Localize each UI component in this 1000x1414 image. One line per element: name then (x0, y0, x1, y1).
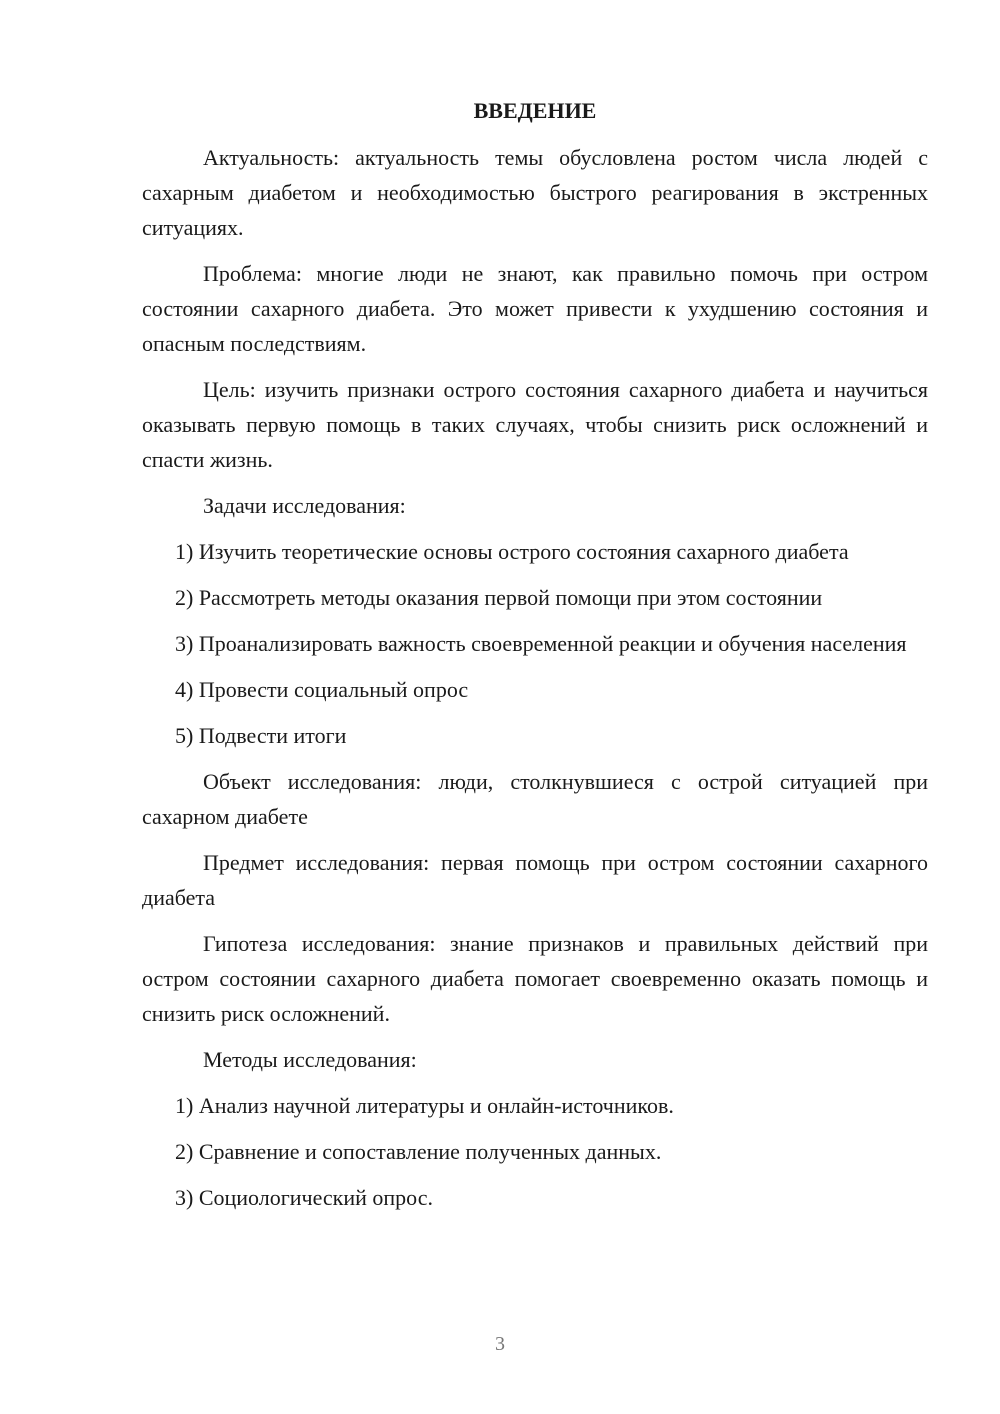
tasks-heading: Задачи исследования: (203, 493, 406, 518)
methods-heading: Методы исследования: (203, 1047, 417, 1072)
research-object-paragraph: Объект исследования: люди, столкнувшиеся с острой ситуацией при сахарном диабете (142, 769, 928, 829)
task-item: 2) Рассмотреть методы оказания первой помощи при этом состоянии (175, 585, 823, 610)
task-item: 1) Изучить теоретические основы острого состояния сахарного диабета (175, 539, 849, 564)
page-number: 3 (495, 1333, 505, 1355)
task-item: 5) Подвести итоги (175, 723, 347, 748)
task-item: 4) Провести социальный опрос (175, 677, 469, 702)
hypothesis-paragraph: Гипотеза исследования: знание признаков и правильных действий при остром состоянии сахарного диабета помогает своевременно оказать помощь и снизить риск осложнений. (142, 931, 928, 1026)
relevance-paragraph: Актуальность: актуальность темы обусловлена ростом числа людей с сахарным диабетом и необходимостью быстрого реагирования в экстренных ситуациях. (142, 145, 928, 240)
section-title: ВВЕДЕНИЕ (473, 98, 597, 123)
method-item: 3) Социологический опрос. (175, 1185, 433, 1210)
task-item: 3) Проанализировать важность своевременной реакции и обучения населения (175, 631, 907, 656)
research-subject-paragraph: Предмет исследования: первая помощь при остром состоянии сахарного диабета (142, 850, 928, 910)
problem-paragraph: Проблема: многие люди не знают, как правильно помочь при остром состоянии сахарного диабета. Это может привести к ухудшению состояния и опасным последствиям. (142, 261, 928, 356)
goal-paragraph: Цель: изучить признаки острого состояния сахарного диабета и научиться оказывать первую помощь в таких случаях, чтобы снизить риск осложнений и спасти жизнь. (142, 377, 928, 472)
method-item: 2) Сравнение и сопоставление полученных данных. (175, 1139, 662, 1164)
document-page (142, 96, 928, 1226)
method-item: 1) Анализ научной литературы и онлайн-источников. (175, 1093, 674, 1118)
